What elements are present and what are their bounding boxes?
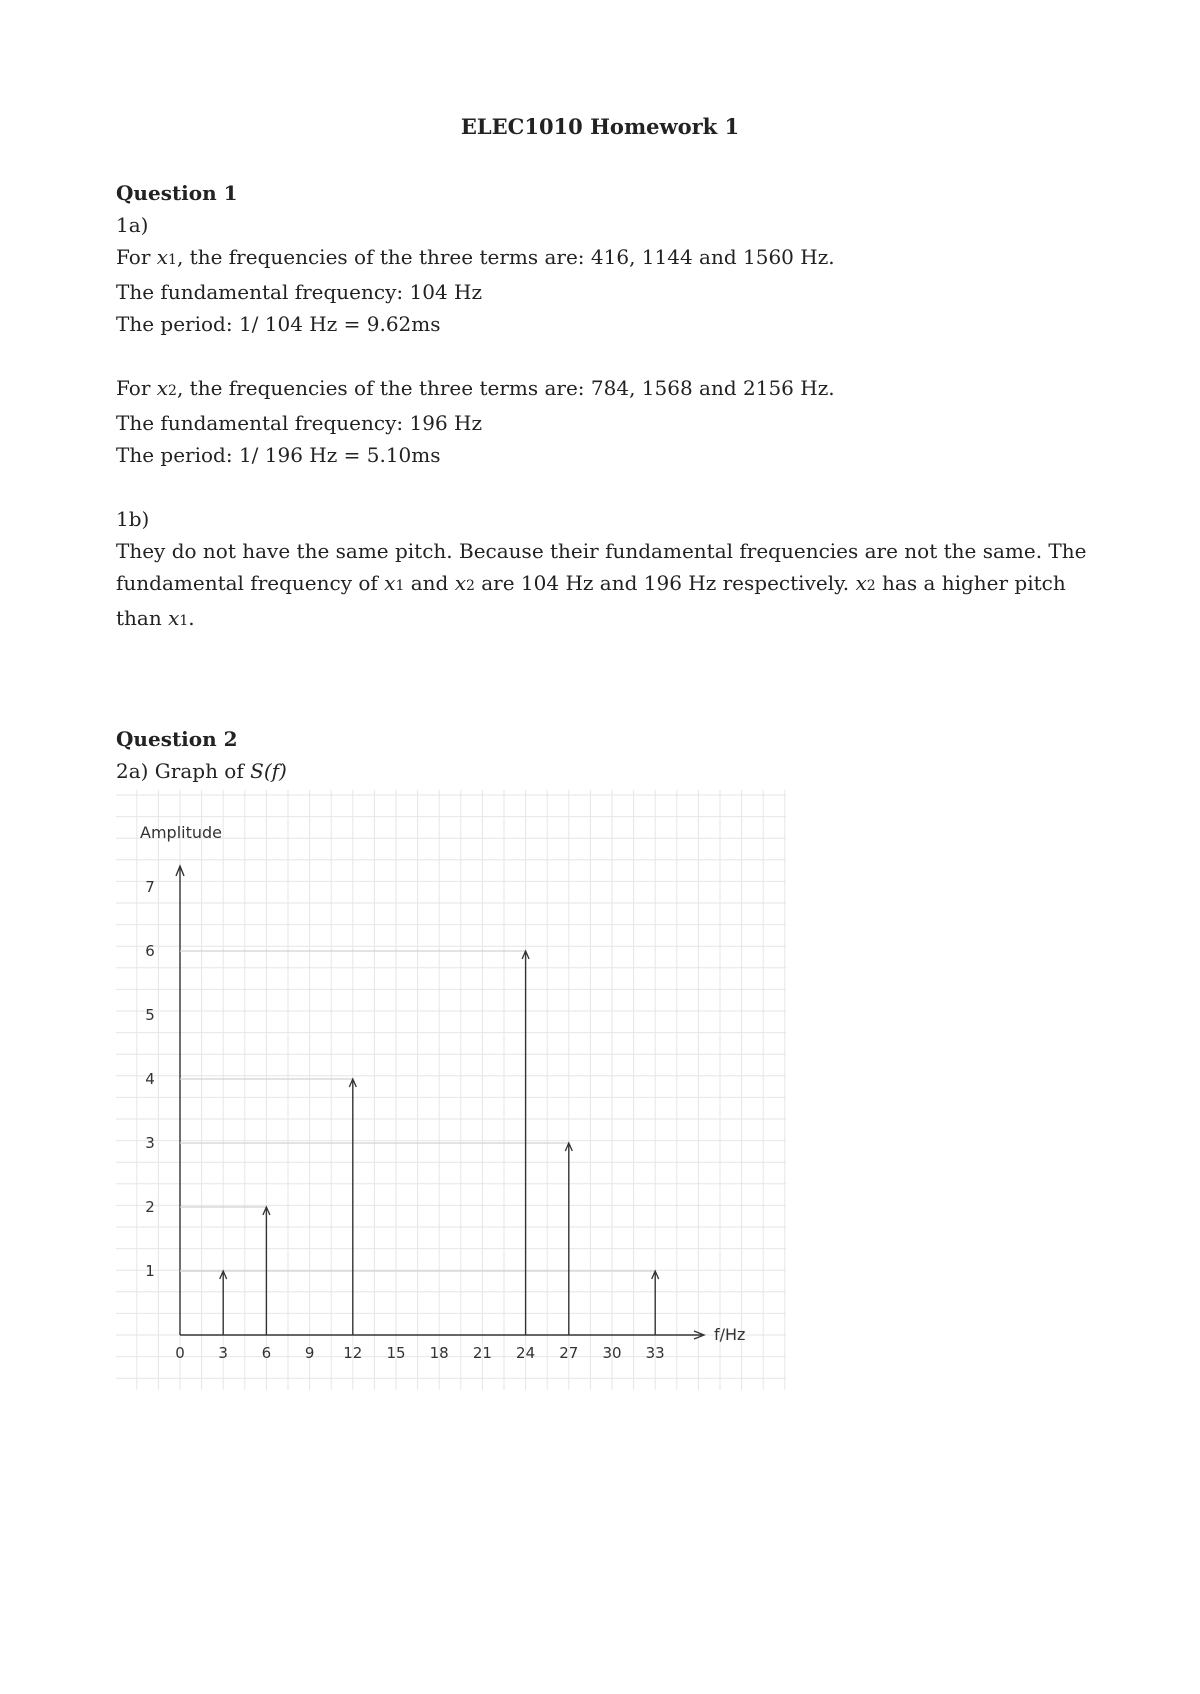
text: They do not have the same pitch. Because their fundamental frequencies are not the same. The fundamental frequency of: [116, 539, 1087, 595]
document-title: ELEC1010 Homework 1: [460, 114, 740, 139]
x2-fundamental: The fundamental frequency: 196 Hz: [116, 411, 483, 435]
x2-period: The period: 1/ 196 Hz = 5.10ms: [116, 443, 441, 467]
text: , the frequencies of the three terms are: 784, 1568 and 2156 Hz.: [176, 376, 835, 400]
text: and: [404, 571, 455, 595]
var-x: x: [454, 571, 466, 595]
question-2-heading: Question 2: [116, 727, 238, 751]
y-tick-label: 1: [145, 1262, 155, 1280]
y-tick-label: 2: [145, 1198, 155, 1216]
x-tick-label: 21: [472, 1344, 492, 1362]
y-tick-label: 7: [145, 878, 155, 896]
question-2: [116, 723, 1096, 787]
text: , the frequencies of the three terms are: 416, 1144 and 1560 Hz.: [176, 245, 835, 269]
subscript: 2: [168, 383, 177, 399]
text: For: [116, 376, 157, 400]
var-x: x: [156, 245, 169, 269]
part-1b-label: 1b): [116, 507, 150, 531]
part-2a-label: [116, 755, 1096, 787]
x-tick-label: 6: [261, 1344, 272, 1362]
x1-frequencies: [116, 241, 1096, 276]
var-x: x: [855, 571, 867, 595]
subscript: 2: [465, 578, 475, 594]
var-x: x: [168, 606, 180, 630]
x-tick-label: 3: [218, 1344, 228, 1362]
x-tick-label: 33: [645, 1344, 665, 1362]
x-tick-label: 30: [602, 1344, 622, 1362]
y-tick-label: 5: [145, 1006, 155, 1024]
x-tick-label: 24: [516, 1344, 536, 1362]
question-1: [116, 177, 1096, 637]
text: are 104 Hz and 196 Hz respectively.: [474, 571, 856, 595]
subscript: 2: [866, 578, 876, 594]
x1-fundamental: The fundamental frequency: 104 Hz: [116, 280, 483, 304]
text: has a higher pitch than: [116, 571, 1066, 630]
y-axis-label: Amplitude: [140, 823, 222, 842]
chart-bars: [180, 951, 659, 1335]
text: 2a) Graph of: [116, 759, 251, 783]
subscript: 1: [179, 613, 189, 629]
y-tick-label: 4: [145, 1070, 155, 1088]
y-tick-label: 6: [145, 942, 155, 960]
function-name: S: [250, 759, 264, 783]
part-1b-answer: [116, 535, 1096, 637]
y-tick-label: 3: [145, 1134, 155, 1152]
text: .: [188, 606, 195, 630]
amplitude-spectrum-chart: [116, 790, 786, 1390]
var-x: x: [156, 376, 169, 400]
x1-period: The period: 1/ 104 Hz = 9.62ms: [116, 312, 441, 336]
x-tick-label: 9: [304, 1344, 315, 1362]
x-tick-label: 27: [559, 1344, 579, 1362]
text: For: [116, 245, 157, 269]
x-tick-label: 15: [386, 1344, 406, 1362]
question-1-heading: Question 1: [116, 181, 238, 205]
subscript: 1: [168, 252, 177, 268]
function-arg: (f): [263, 759, 287, 783]
subscript: 1: [395, 578, 405, 594]
x-axis-label: f/Hz: [714, 1325, 746, 1344]
chart-axes: [176, 866, 704, 1339]
part-1a-label: 1a): [116, 213, 149, 237]
x2-frequencies: [116, 372, 1096, 407]
chart-grid: [116, 790, 786, 1390]
x-tick-label: 0: [175, 1344, 185, 1362]
x-tick-label: 12: [343, 1344, 363, 1362]
x-tick-label: 18: [429, 1344, 449, 1362]
var-x: x: [384, 571, 396, 595]
